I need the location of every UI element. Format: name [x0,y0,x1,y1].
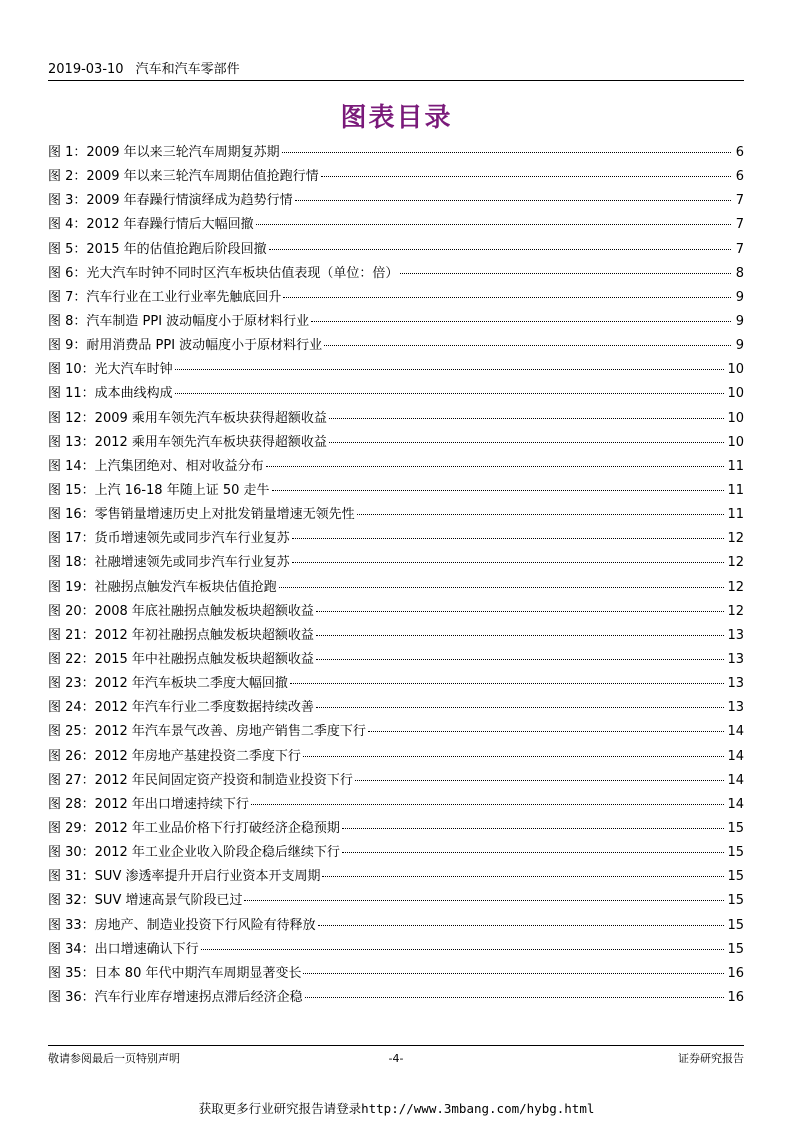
toc-entry-page: 10 [727,386,744,402]
toc-entry-label[interactable]: 图 26：2012 年房地产基建投资二季度下行 [48,748,301,764]
dot-leader [244,900,724,901]
toc-entry[interactable] [48,698,744,722]
toc-entry[interactable] [48,336,744,360]
dot-leader [175,369,725,370]
toc-entry-page: 16 [727,965,744,981]
dot-leader [295,200,731,201]
toc-entry-page: 7 [735,217,744,233]
report-date: 2019-03-10 [48,62,124,77]
toc-entry[interactable] [48,240,744,264]
dot-leader [324,345,731,346]
toc-entry-page: 12 [727,531,744,547]
dot-leader [321,176,731,177]
page-number: -4- [388,1052,404,1065]
toc-entry-page: 10 [727,362,744,378]
toc-entry-page: 13 [727,676,744,692]
report-type: 证券研究报告 [678,1052,744,1065]
toc-entry[interactable] [48,529,744,553]
toc-entry[interactable] [48,409,744,433]
dot-leader [355,780,725,781]
toc-entry-label[interactable]: 图 11：成本曲线构成 [48,386,173,402]
page-header [48,60,744,80]
toc-entry-label[interactable]: 图 32：SUV 增速高景气阶段已过 [48,893,243,909]
figure-list [48,143,744,1012]
toc-entry-page: 15 [727,845,744,861]
toc-entry-page: 13 [727,700,744,716]
toc-entry-label[interactable]: 图 9：耐用消费品 PPI 波动幅度小于原材料行业 [48,338,323,354]
toc-entry-page: 14 [727,724,744,740]
toc-entry-page: 12 [727,603,744,619]
toc-entry[interactable] [48,722,744,746]
toc-entry[interactable] [48,215,744,239]
toc-entry[interactable] [48,819,744,843]
toc-entry[interactable] [48,940,744,964]
toc-entry-label[interactable]: 图 13：2012 乘用车领先汽车板块获得超额收益 [48,434,327,450]
dot-leader [266,466,725,467]
toc-entry[interactable] [48,747,744,771]
disclaimer-note: 敬请参阅最后一页特别声明 [48,1052,180,1065]
dot-leader [305,997,725,998]
toc-entry[interactable] [48,674,744,698]
promo-link[interactable]: 获取更多行业研究报告请登录http://www.3mbang.com/hybg.html [198,1101,595,1116]
toc-entry-page: 10 [727,410,744,426]
toc-entry-label[interactable]: 图 15：上汽 16-18 年随上证 50 走牛 [48,482,270,498]
toc-entry[interactable] [48,795,744,819]
dot-leader [256,224,731,225]
dot-leader [303,973,724,974]
toc-entry-page: 15 [727,820,744,836]
toc-entry[interactable] [48,505,744,529]
toc-entry-label[interactable]: 图 14：上汽集团绝对、相对收益分布 [48,458,264,474]
toc-entry[interactable] [48,481,744,505]
dot-leader [175,393,725,394]
toc-entry[interactable] [48,602,744,626]
dot-leader [322,876,724,877]
toc-entry-label[interactable]: 图 2：2009 年以来三轮汽车周期估值抢跑行情 [48,169,319,185]
toc-entry[interactable] [48,312,744,336]
dot-leader [251,804,725,805]
dot-leader [316,635,725,636]
toc-entry[interactable] [48,650,744,674]
toc-entry-label[interactable]: 图 8：汽车制造 PPI 波动幅度小于原材料行业 [48,313,310,329]
page-title: 图表目录 [340,103,453,133]
toc-entry-label[interactable]: 图 29：2012 年工业品价格下行打破经济企稳预期 [48,820,340,836]
toc-entry-label[interactable]: 图 4：2012 年春躁行情后大幅回撤 [48,217,254,233]
toc-entry[interactable] [48,191,744,215]
dot-leader [201,949,725,950]
toc-entry[interactable] [48,264,744,288]
dot-leader [282,152,731,153]
industry-name: 汽车和汽车零部件 [135,62,240,77]
toc-entry-label[interactable]: 图 28：2012 年出口增速持续下行 [48,796,249,812]
dot-leader [329,418,725,419]
toc-entry-label[interactable]: 图 36：汽车行业库存增速拐点滞后经济企稳 [48,989,303,1005]
toc-entry[interactable] [48,988,744,1012]
toc-entry-page: 7 [735,241,744,257]
dot-leader [311,321,731,322]
toc-entry[interactable] [48,553,744,577]
toc-entry-page: 13 [727,651,744,667]
toc-entry-page: 14 [727,772,744,788]
toc-entry-label[interactable]: 图 3：2009 年春躁行情演绎成为趋势行情 [48,193,293,209]
dot-leader [329,442,725,443]
dot-leader [279,587,725,588]
toc-entry-page: 11 [727,507,744,523]
dot-leader [272,490,725,491]
toc-entry[interactable] [48,143,744,167]
toc-entry-page: 9 [735,338,744,354]
dot-leader [318,925,725,926]
toc-entry-label[interactable]: 图 27：2012 年民间固定资产投资和制造业投资下行 [48,772,353,788]
toc-entry-label[interactable]: 图 19：社融拐点触发汽车板块估值抢跑 [48,579,277,595]
toc-entry-page: 12 [727,555,744,571]
dot-leader [290,683,725,684]
toc-entry[interactable] [48,433,744,457]
dot-leader [316,659,725,660]
toc-entry-label[interactable]: 图 6：光大汽车时钟不同时区汽车板块估值表现（单位：倍） [48,265,399,281]
toc-entry-page: 15 [727,869,744,885]
toc-entry-page: 13 [727,627,744,643]
toc-entry[interactable] [48,891,744,915]
toc-entry-page: 9 [735,289,744,305]
toc-entry-page: 16 [727,989,744,1005]
toc-entry-label[interactable]: 图 34：出口增速确认下行 [48,941,199,957]
toc-entry[interactable] [48,626,744,650]
dot-leader [292,538,725,539]
dot-leader [292,562,725,563]
toc-entry-label[interactable]: 图 30：2012 年工业企业收入阶段企稳后继续下行 [48,845,340,861]
toc-entry-label[interactable]: 图 1：2009 年以来三轮汽车周期复苏期 [48,145,280,160]
toc-entry[interactable] [48,771,744,795]
dot-leader [400,273,731,274]
toc-entry-label[interactable]: 图 12：2009 乘用车领先汽车板块获得超额收益 [48,410,327,426]
toc-entry[interactable] [48,964,744,988]
toc-entry-label[interactable]: 图 23：2012 年汽车板块二季度大幅回撤 [48,676,288,692]
toc-entry-label[interactable]: 图 16：零售销量增速历史上对批发销量增速无领先性 [48,507,355,523]
toc-entry-page: 14 [727,748,744,764]
toc-entry[interactable] [48,167,744,191]
dot-leader [342,852,725,853]
toc-entry-label[interactable]: 图 25：2012 年汽车景气改善、房地产销售二季度下行 [48,724,366,740]
toc-entry-label[interactable]: 图 20：2008 年底社融拐点触发板块超额收益 [48,603,314,619]
toc-entry[interactable] [48,578,744,602]
dot-leader [316,707,725,708]
toc-entry-page: 14 [727,796,744,812]
toc-entry-label[interactable]: 图 24：2012 年汽车行业二季度数据持续改善 [48,700,314,716]
toc-entry[interactable] [48,867,744,891]
footer-divider [48,1045,744,1046]
dot-leader [357,514,725,515]
toc-entry-page: 12 [727,579,744,595]
toc-entry-page: 15 [727,893,744,909]
toc-entry[interactable] [48,384,744,408]
toc-entry[interactable] [48,360,744,384]
dot-leader [283,297,731,298]
toc-entry-label[interactable]: 图 10：光大汽车时钟 [48,362,173,378]
toc-entry-label[interactable]: 图 33：房地产、制造业投资下行风险有待释放 [48,917,316,933]
page-footer [48,1050,744,1068]
toc-entry-page: 6 [735,169,744,185]
toc-entry-page: 15 [727,941,744,957]
toc-entry-page: 7 [735,193,744,209]
toc-entry[interactable] [48,457,744,481]
toc-entry[interactable] [48,843,744,867]
toc-entry-page: 15 [727,917,744,933]
toc-entry-page: 10 [727,434,744,450]
toc-entry-label[interactable]: 图 22：2015 年中社融拐点触发板块超额收益 [48,651,314,667]
toc-entry[interactable] [48,288,744,312]
toc-entry-label[interactable]: 图 21：2012 年初社融拐点触发板块超额收益 [48,627,314,643]
toc-entry-page: 6 [735,145,744,160]
toc-entry-page: 9 [735,313,744,329]
toc-entry-page: 11 [727,458,744,474]
dot-leader [368,731,725,732]
toc-entry-label[interactable]: 图 17：货币增速领先或同步汽车行业复苏 [48,531,290,547]
dot-leader [342,828,725,829]
header-divider [48,80,744,81]
toc-entry[interactable] [48,916,744,940]
toc-entry-label[interactable]: 图 5：2015 年的估值抢跑后阶段回撤 [48,241,267,257]
toc-entry-label[interactable]: 图 31：SUV 渗透率提升开启行业资本开支周期 [48,869,321,885]
dot-leader [303,756,725,757]
toc-entry-label[interactable]: 图 7：汽车行业在工业行业率先触底回升 [48,289,282,305]
dot-leader [269,249,731,250]
toc-entry-label[interactable]: 图 18：社融增速领先或同步汽车行业复苏 [48,555,290,571]
toc-entry-label[interactable]: 图 35：日本 80 年代中期汽车周期显著变长 [48,965,302,981]
toc-entry-page: 11 [727,482,744,498]
toc-entry-page: 8 [735,265,744,281]
dot-leader [316,611,725,612]
